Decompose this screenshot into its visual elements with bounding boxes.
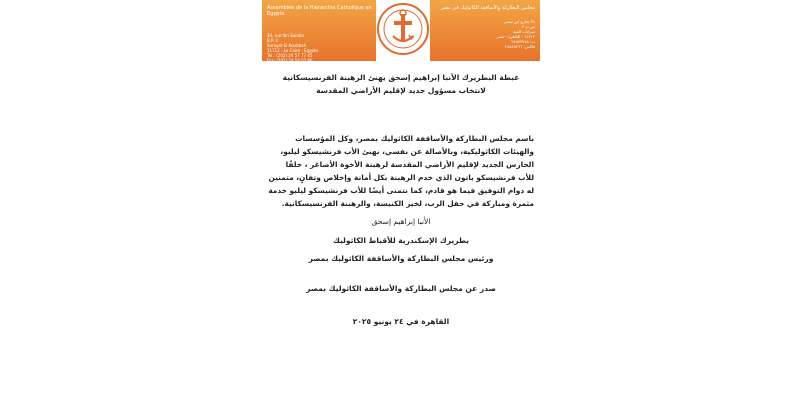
address-line: سرايات القبة [513,29,535,34]
letterhead-french-title: Assemblée de la Hiérarchie Catholique en Egypte [267,5,372,17]
letterhead-left-band [262,0,376,61]
address-line: ت: ٢٤٥٧٧٧٤٥ [511,39,535,44]
address-line: ٣٤ شارع ابن سندر [504,19,535,24]
address-line: ١١٧١٢ - القاهرة - مصر [496,34,535,39]
date-line: القاهرة في ٢٤ يونيو ٢٠٢٥ [352,317,450,326]
issued-by-line: صدر عن مجلس البطاركة والأساقفة الكاثوليك بمصر [306,284,496,293]
address-line: Tel.: (202) 24 57 77 45 [267,53,313,58]
address-line: 11712 - Le Caire - Egypte [267,48,318,53]
council-emblem-icon [376,2,430,60]
letterhead-french-address [267,33,327,63]
letter-page [262,0,540,400]
signature-name: الأنبا إبراهيم إسحق [371,217,431,226]
letter-title-line1: غبطة البطريرك الأنبا إبراهيم إسحق يهنئ الرهبنة الفرنسيسكانية [282,73,520,82]
address-line: 34, rue Ibn Sandar [267,33,305,38]
address-line: B.P. 2 [267,38,278,43]
letter-body-paragraph: باسم مجلس البطاركة والأساقفة الكاثوليك بمصر، وكل المؤسسات والهيئات الكاثوليكية، وبالأصالة عن نفسي، نهنئ الأب فرنشيسكو ليلبو، الحارس الجديد لإقليم الأراضي المقدسة لرهبنة الأخوة الأصاغر ، خلفًا للأب فرنشيسكو باتون الذي خدم الرهبنة بكل أمانة وإخلاص وتفانٍ، متمنين له دوام التوفيق فيما هو قادم، كما نتمنى أيضًا للأب فرنشيسكو ليلبو خدمة مثمرة ومباركة في حقل الرب، لخير الكنيسة، والرهبنة الفرنسيسكانية. [268,134,534,208]
address-line: Fax: (202) 24 54 57 66 [267,58,313,63]
letterhead-arabic-title: مجلس البطاركة والأساقفة الكاثوليك في مصر [440,5,535,11]
letterhead-right-band [430,0,540,61]
letterhead-arabic-address [475,19,535,49]
signature-role-2: ورئيس مجلس البطاركة والأساقفة الكاثوليك بمصر [308,254,494,263]
address-line: فاكس: ٢٤٥٤٥٧٦٦ [505,44,535,49]
letter-title-line2: لانتخاب مسؤول جديد لإقليم الأراضي المقدسة [316,86,486,95]
address-line: Sarayet El Koubbah [267,43,307,48]
address-line: ص.ب ٢ [521,24,535,29]
signature-role-1: بطريرك الإسكندرية للأقباط الكاثوليك [333,236,469,245]
